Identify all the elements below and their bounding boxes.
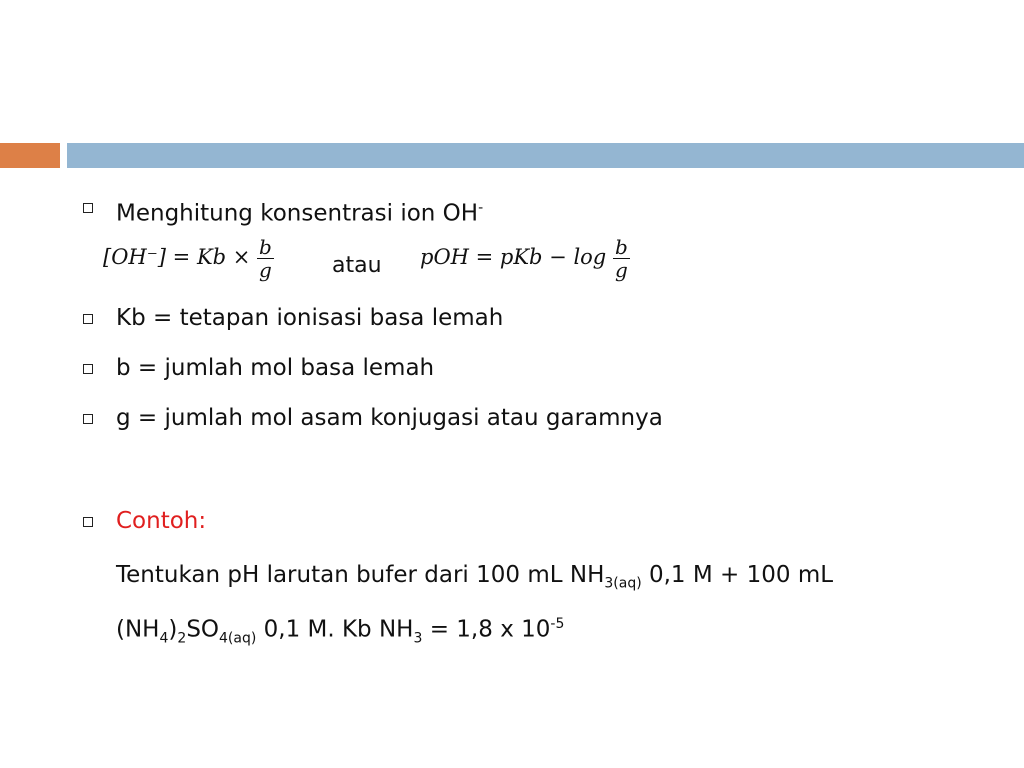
bullet-text-g: g = jumlah mol asam konjugasi atau garamnya <box>116 405 663 431</box>
bullet-square-icon <box>83 203 93 213</box>
fraction-denominator: g <box>259 258 272 282</box>
fraction-b-over-g <box>257 236 274 281</box>
formula-right-text: pOH = pKb − log <box>420 245 607 269</box>
bullet-text-b: b = jumlah mol basa lemah <box>116 355 435 381</box>
fraction-b-over-g <box>613 236 630 281</box>
subscript: 2 <box>177 629 187 646</box>
fraction-numerator: b <box>259 235 272 259</box>
fraction-numerator: b <box>614 235 628 259</box>
bullet-text-oh <box>116 194 483 228</box>
example-text: 0,1 M + 100 mL (NH <box>116 562 834 643</box>
formula-oh-concentration <box>103 236 274 281</box>
accent-bar-orange <box>0 143 60 168</box>
bullet-square-icon <box>83 414 93 424</box>
subscript: 3(aq) <box>604 575 642 592</box>
subscript: 3 <box>413 629 423 646</box>
formula-left-text: [OH⁻] = Kb × <box>103 245 251 269</box>
subscript: 4(aq) <box>219 629 257 646</box>
bullet-square-icon <box>83 314 93 324</box>
example-text: = 1,8 x 10 <box>422 616 551 643</box>
example-text: Tentukan pH larutan bufer dari 100 mL NH <box>116 562 605 588</box>
bullet-square-icon <box>83 517 93 527</box>
example-text: SO <box>186 616 220 643</box>
bullet-text-kb: Kb = tetapan ionisasi basa lemah <box>116 305 504 331</box>
bullet-text-contoh: Contoh: <box>116 508 207 534</box>
bullet-square-icon <box>83 364 93 374</box>
superscript: - <box>478 200 484 216</box>
fraction-denominator: g <box>614 258 628 282</box>
formula-poh <box>420 236 630 281</box>
example-text: 0,1 M. Kb NH <box>256 616 414 643</box>
superscript: -5 <box>550 615 565 632</box>
example-text: ) <box>168 616 178 643</box>
example-paragraph <box>116 555 956 658</box>
connector-text: atau <box>332 253 382 278</box>
subscript: 4 <box>159 629 169 646</box>
bullet-label: Menghitung konsentrasi ion OH <box>116 200 479 227</box>
accent-bar-blue <box>67 143 1024 168</box>
